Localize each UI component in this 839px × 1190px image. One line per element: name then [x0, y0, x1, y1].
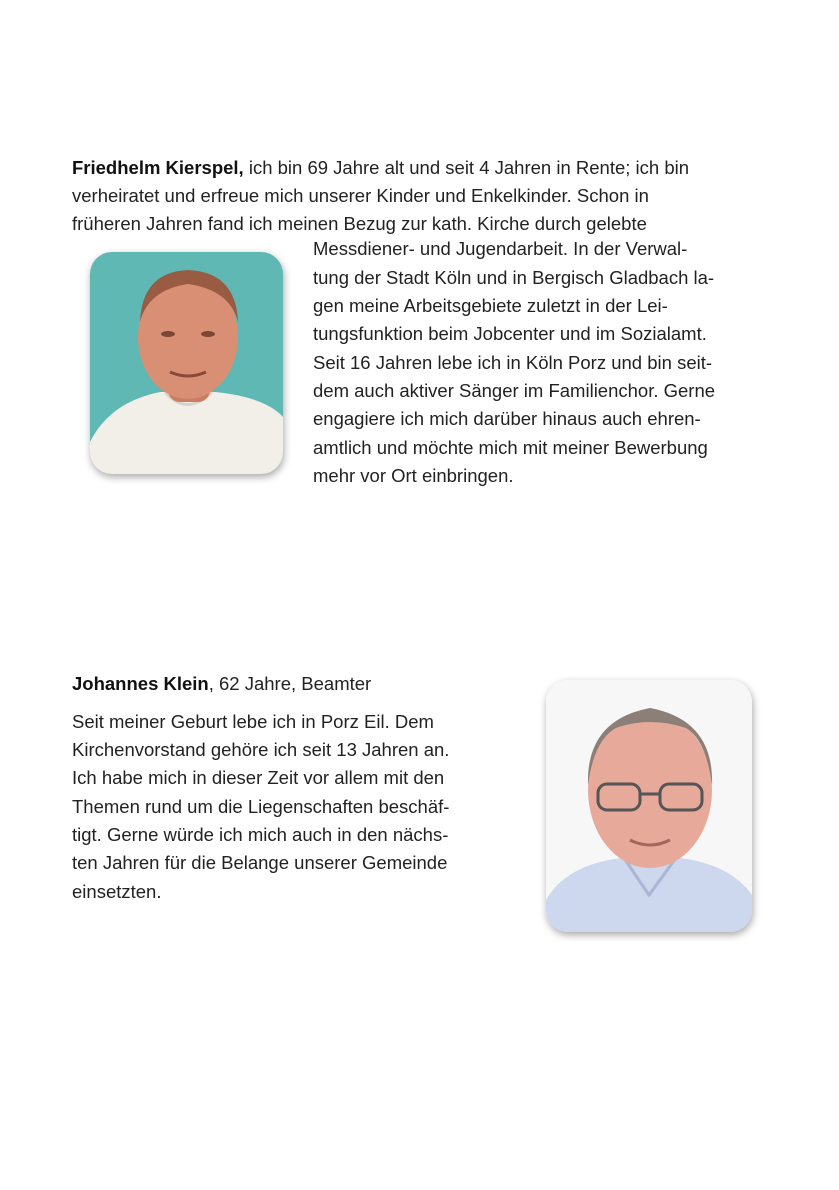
- person1-name: Friedhelm Kierspel,: [72, 157, 244, 178]
- person2-portrait-photo: [546, 680, 752, 932]
- person2-line-4: Themen rund um die Liegenschaften beschäf-: [72, 796, 450, 817]
- person2-line-5: tigt. Gerne würde ich mich auch in den nächs-: [72, 824, 449, 845]
- person1-line-12: mehr vor Ort einbringen.: [313, 465, 514, 486]
- person2-line-1: Seit meiner Geburt lebe ich in Porz Eil. Dem: [72, 711, 434, 732]
- person2-line-7: einsetzten.: [72, 881, 162, 902]
- person2-line-2: Kirchenvorstand gehöre ich seit 13 Jahren an.: [72, 739, 450, 760]
- person1-line-6: gen meine Arbeitsgebiete zuletzt in der Lei-: [313, 295, 668, 316]
- person2-headline: Johannes Klein, 62 Jahre, Beamter: [72, 673, 372, 694]
- person1-line-9: dem auch aktiver Sänger im Familienchor. Gerne: [313, 380, 716, 401]
- person1-line-7: tungsfunktion beim Jobcenter und im Sozialamt.: [313, 323, 707, 344]
- person2-line-6: ten Jahren für die Belange unserer Gemeinde: [72, 852, 448, 873]
- person1-line-5: tung der Stadt Köln und in Bergisch Gladbach la-: [313, 267, 715, 288]
- person1-line-8: Seit 16 Jahren lebe ich in Köln Porz und bin seit-: [313, 352, 713, 373]
- person2-name: Johannes Klein: [72, 673, 209, 694]
- person1-line-4: Messdiener- und Jugendarbeit. In der Verwal-: [313, 238, 688, 259]
- person1-line-11: amtlich und möchte mich mit meiner Bewerbung: [313, 437, 708, 458]
- person1-line-1: Friedhelm Kierspel, ich bin 69 Jahre alt und seit 4 Jahren in Rente; ich bin: [72, 157, 690, 178]
- person2-line-3: Ich habe mich in dieser Zeit vor allem mit den: [72, 767, 445, 788]
- person1-line-2: verheiratet und erfreue mich unserer Kinder und Enkelkinder. Schon in: [72, 185, 649, 206]
- person1-line-3: früheren Jahren fand ich meinen Bezug zur kath. Kirche durch gelebte: [72, 213, 647, 234]
- person1-line-10: engagiere ich mich darüber hinaus auch ehren-: [313, 408, 701, 429]
- person1-portrait-photo: [90, 252, 283, 474]
